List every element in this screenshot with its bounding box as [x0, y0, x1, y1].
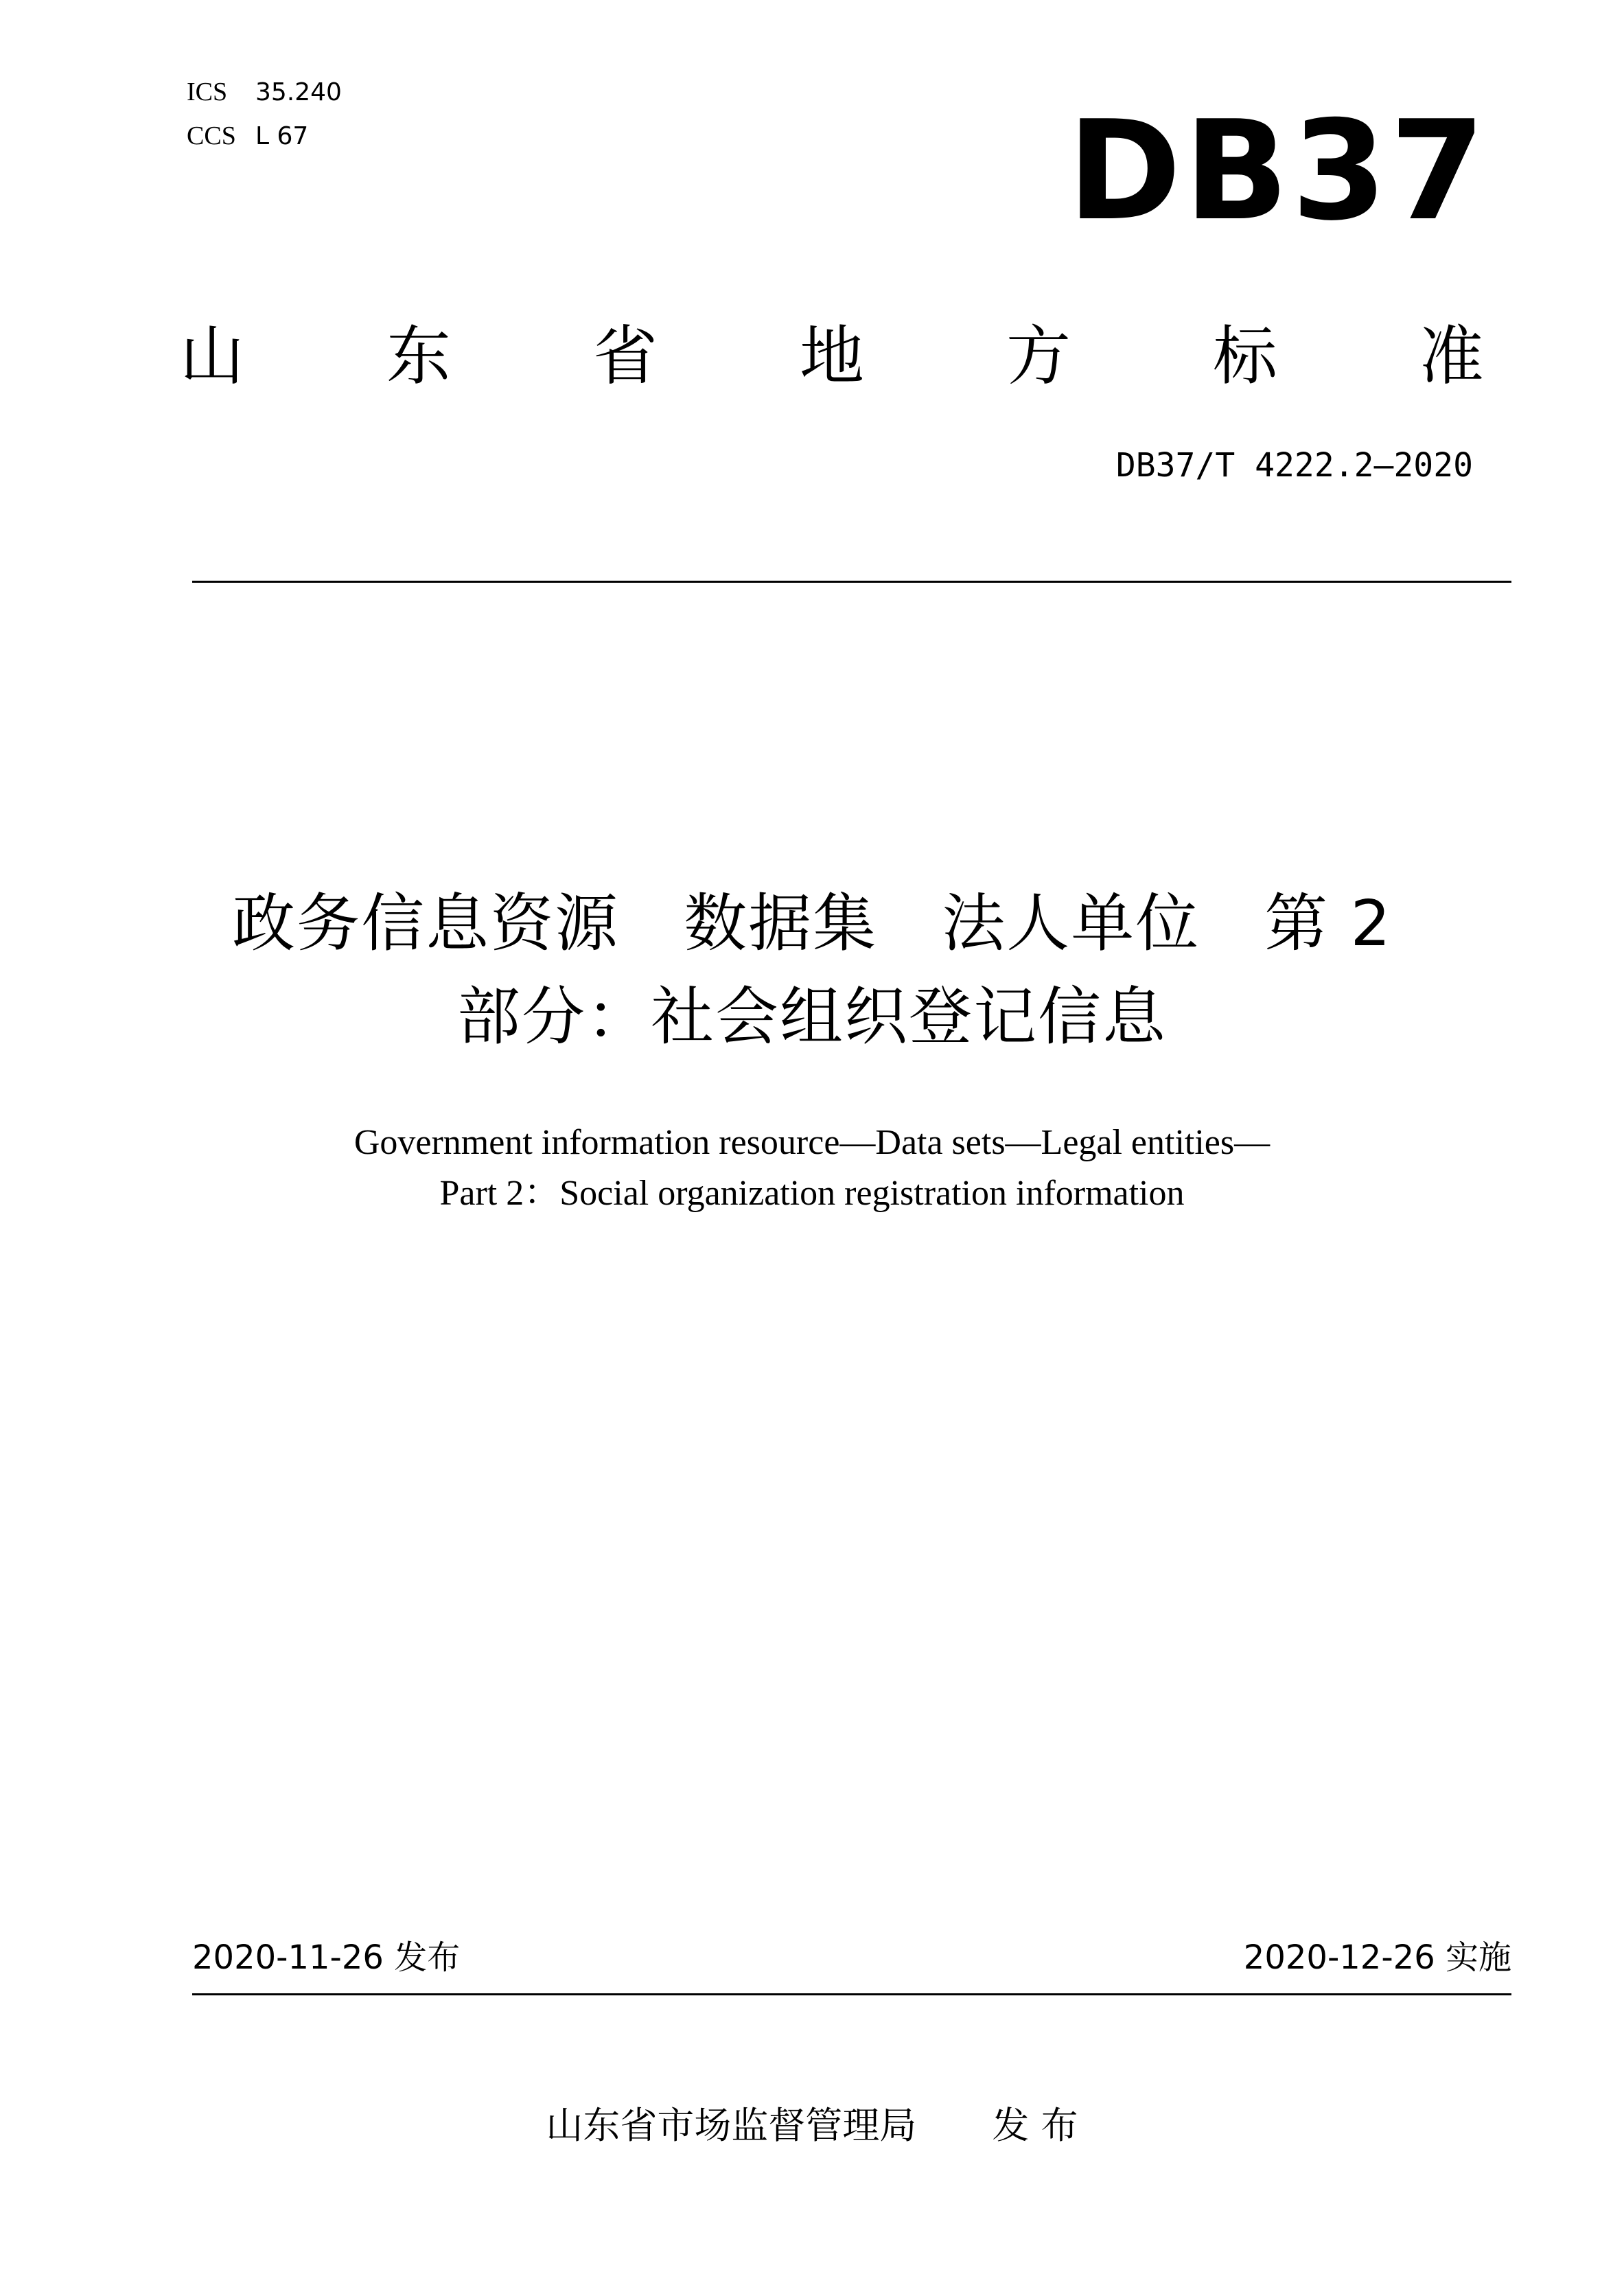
- title-chinese-line-2: 部分：社会组织登记信息: [456, 980, 1167, 1054]
- issuer-action: 发 布: [992, 2104, 1078, 2147]
- title-english-line-2: Part 2：Social organization registration information: [439, 1174, 1185, 1213]
- ics-value: 35.240: [255, 78, 342, 106]
- header-divider: [192, 581, 1511, 583]
- ccs-value: L 67: [255, 122, 309, 150]
- standard-type-char: 地: [799, 319, 864, 394]
- footer-divider: [192, 1993, 1511, 1995]
- title-chinese-line-1: 政务信息资源 数据集 法人单位 第 2: [232, 887, 1392, 960]
- standard-type-char: 方: [1006, 319, 1071, 394]
- ccs-label: CCS: [187, 121, 236, 150]
- title-english-line-1: Government information resource—Data sets—Legal entities—: [353, 1123, 1271, 1162]
- standard-type-char: 省: [592, 319, 658, 394]
- ics-code: [187, 77, 342, 108]
- standard-type-char: 标: [1212, 319, 1277, 394]
- standard-type-char: 山: [180, 319, 245, 394]
- publish-date: 2020-11-26 发布: [192, 1938, 461, 1977]
- implement-date: 2020-12-26 实施: [1243, 1938, 1511, 1977]
- title-chinese: [137, 877, 1487, 1064]
- title-english: [137, 1117, 1487, 1219]
- issuer-name: 山东省市场监督管理局: [546, 2104, 917, 2147]
- standard-type-heading: [180, 316, 1484, 398]
- ccs-code: [187, 121, 308, 152]
- standard-type-char: 准: [1419, 319, 1484, 394]
- db37-logo: DB37: [1067, 91, 1488, 251]
- standard-type-char: 东: [386, 319, 451, 394]
- ics-label: ICS: [187, 78, 228, 106]
- standard-number: DB37/T 4222.2—2020: [1115, 446, 1473, 485]
- issuer-line: [137, 2102, 1487, 2150]
